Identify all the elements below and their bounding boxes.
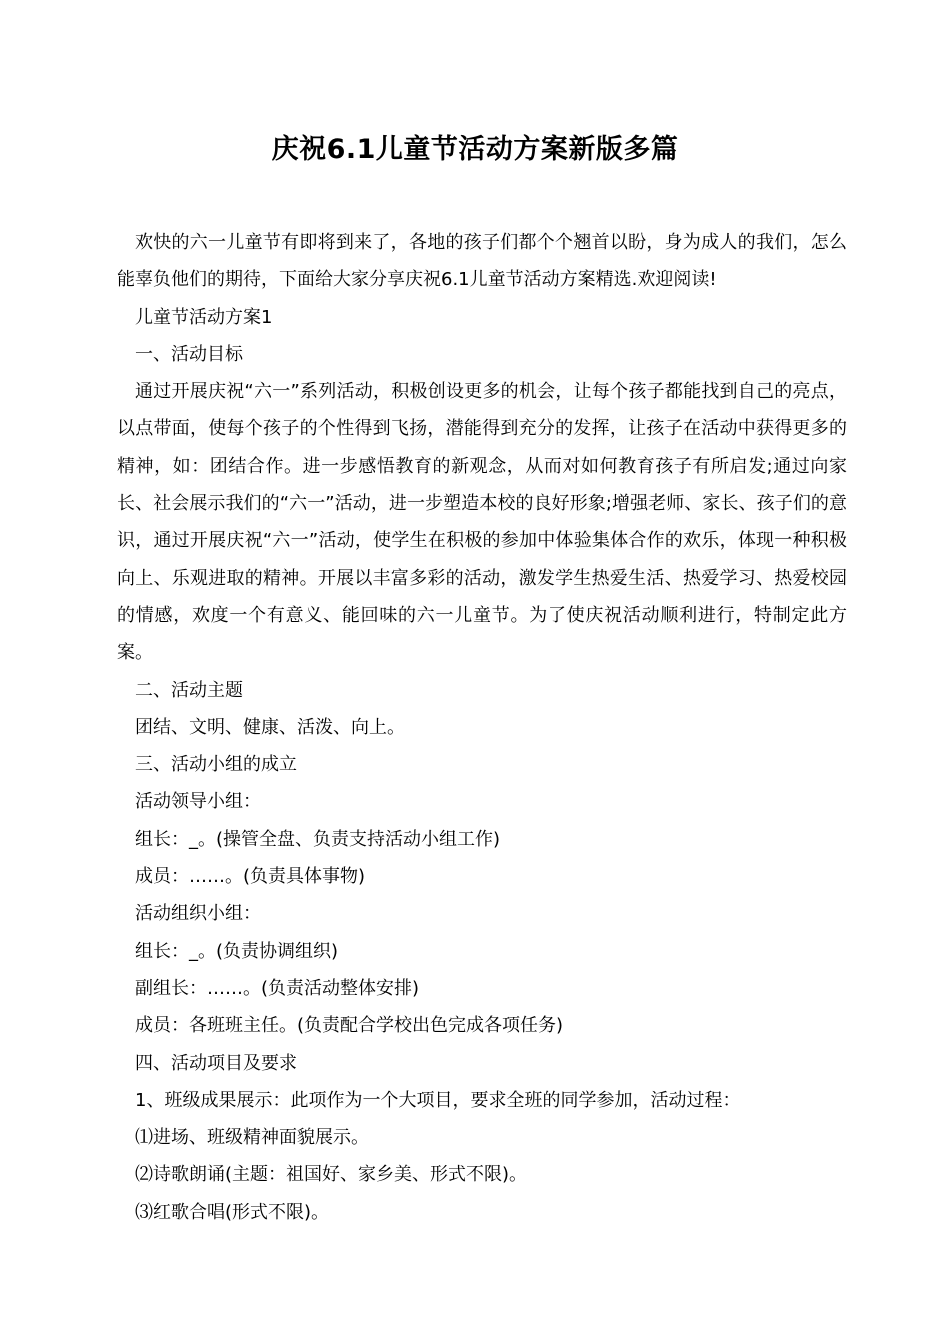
document-body xyxy=(117,224,847,1231)
item-1: 1、班级成果展示：此项作为一个大项目，要求全班的同学参加，活动过程： xyxy=(135,1089,741,1111)
item-1-sub-1: ⑴进场、班级精神面貌展示。 xyxy=(135,1127,369,1149)
intro-paragraph: 欢快的六一儿童节有即将到来了，各地的孩子们都个个翘首以盼，身为成人的我们，怎么能辜负他们的期待，下面给大家分享庆祝6.1儿童节活动方案精选.欢迎阅读! xyxy=(117,232,847,291)
org-group-deputy: 副组长：……。(负责活动整体安排) xyxy=(135,977,420,999)
org-group-label: 活动组织小组： xyxy=(135,903,261,925)
goals-paragraph: 通过开展庆祝“六一”系列活动，积极创设更多的机会，让每个孩子都能找到自己的亮点，以点带面，使每个孩子的个性得到飞扬，潜能得到充分的发挥，让孩子在活动中获得更多的精神，如：团结合作。进一步感悟教育的新观念，从而对如何教育孩子有所启发;通过向家长、社会展示我们的“六一”活动，进一步塑造本校的良好形象;增强老师、家长、孩子们的意识，通过开展庆祝“六一”活动，使学生在积极的参加中体验集体合作的欢乐，体现一种积极向上、乐观进取的精神。开展以丰富多彩的活动，激发学生热爱生活、热爱学习、热爱校园的情感，欢度一个有意义、能回味的六一儿童节。为了使庆祝活动顺利进行，特制定此方案。 xyxy=(117,381,847,664)
leader-group-members: 成员：……。(负责具体事物) xyxy=(135,866,366,888)
page-title: 庆祝6.1儿童节活动方案新版多篇 xyxy=(271,134,679,165)
org-group-head: 组长：_。(负责协调组织) xyxy=(135,940,339,962)
org-group-members: 成员：各班班主任。(负责配合学校出色完成各项任务) xyxy=(135,1015,564,1037)
item-1-sub-3: ⑶红歌合唱(形式不限)。 xyxy=(135,1201,330,1223)
leader-group-head: 组长：_。(操管全盘、负责支持活动小组工作) xyxy=(135,828,501,850)
theme-text: 团结、文明、健康、活泼、向上。 xyxy=(135,716,405,738)
section-heading-items: 四、活动项目及要求 xyxy=(135,1052,297,1074)
section-heading-theme: 二、活动主题 xyxy=(135,679,243,701)
section-heading-groups: 三、活动小组的成立 xyxy=(135,754,297,776)
leader-group-label: 活动领导小组： xyxy=(135,791,261,813)
section-heading-goals: 一、活动目标 xyxy=(135,343,243,365)
item-1-sub-2: ⑵诗歌朗诵(主题：祖国好、家乡美、形式不限)。 xyxy=(135,1164,528,1186)
plan-heading: 儿童节活动方案1 xyxy=(135,306,273,328)
